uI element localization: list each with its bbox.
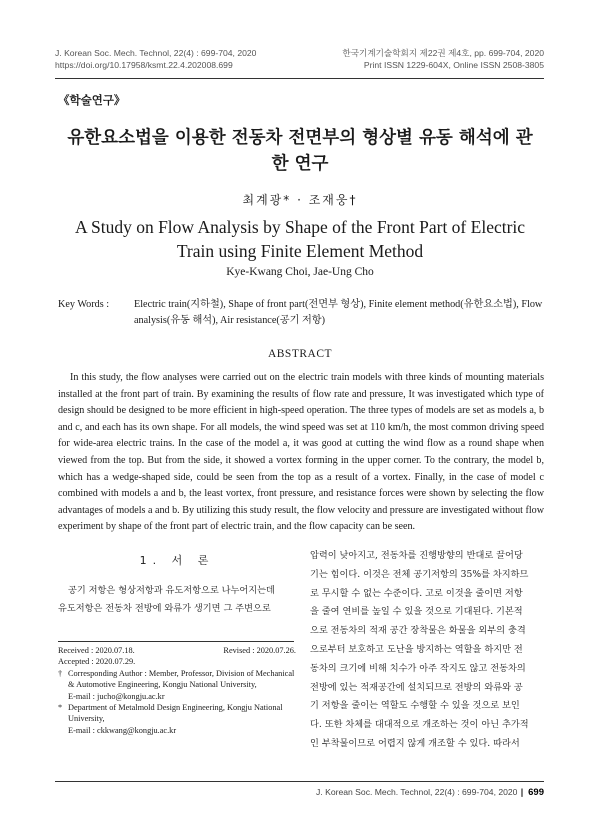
body-line: 인 부착물이므로 어렵지 않게 개조할 수 있다. 따라서 bbox=[310, 737, 520, 749]
keywords-label: Key Words : bbox=[58, 299, 110, 310]
body-line: 기 저항을 줄이는 역할도 수행할 수 있을 것으로 보인 bbox=[310, 700, 520, 712]
intro-line: 유도저항은 전동차 전방에 와류가 생기면 그 주변으로 bbox=[58, 603, 271, 615]
english-authors: Kye-Kwang Choi, Jae-Ung Cho bbox=[226, 266, 374, 278]
body-line: 다. 또한 차체를 대대적으로 개조하는 것이 아닌 추가적 bbox=[310, 719, 529, 731]
page-number: 699 bbox=[528, 787, 544, 798]
body-line: 으로 전동차의 적재 공간 장착물은 화물을 외부의 충격 bbox=[310, 625, 526, 637]
abstract-text: In this study, the flow analyses were carried out on the electric train models with three kinds of mounting materials installed at the front part of train. By examining the results of flow rate and pressure, It was investigated which type of design should be designed to be more efficient in high-speed operation. The three types of models are set as models a, b and c, and each has its own shape. For all models, the wind speed was set at 110 km/h, the most common driving speed for wide-area electric trains. In the case of the model a, it was good at cutting the wind flow as a round shape when viewed from the top. But from the side, it showed a vortex forming in the upper corner. To the contrary, the model b, which has a wedge-shaped side, could be seen from the top as a result of a vortex. Finally, in the case of model c combined with models a and b, the least vortex, front pressure, and resistance forces were shown by selecting the flow advantages of models a and b. By utilizing this study result, the flow velocity and pressure are investigated without flow experiment by shape of the front part of electric train, and the flow capacity can be seen. bbox=[58, 372, 544, 533]
department-email[interactable]: E-mail : ckkwang@kongju.ac.kr bbox=[68, 725, 177, 735]
dagger-mark: † bbox=[58, 668, 63, 678]
department-note bbox=[58, 702, 296, 736]
body-line: 을 줄여 연비를 높일 수 있을 것으로 기대된다. 기본적 bbox=[310, 606, 523, 618]
running-header-right bbox=[342, 47, 544, 71]
department-text: Department of Metalmold Design Engineering, Kongju National University, bbox=[68, 703, 283, 724]
korean-authors: 최계광* · 조재웅† bbox=[242, 193, 358, 207]
corresponding-author-text: Corresponding Author : Member, Professor, Division of Mechanical & Automotive Engineering, Kongju National University, bbox=[68, 668, 295, 690]
body-line: 으로부터 보호하고 도난을 방지하는 역할을 하지만 전 bbox=[310, 643, 523, 655]
footnotes bbox=[58, 645, 296, 736]
english-title: A Study on Flow Analysis by Shape of the Front Part of Electric Train using Finite Element Method bbox=[74, 217, 526, 261]
corresponding-author-email[interactable]: E-mail : jucho@kongju.ac.kr bbox=[68, 691, 165, 701]
footer-divider bbox=[55, 781, 544, 782]
korean-title: 유한요소법을 이용한 전동차 전면부의 형상별 유동 해석에 관한 연구 bbox=[67, 128, 533, 174]
keywords bbox=[58, 297, 544, 329]
body-line: 전방에 있는 적재공간에 설치되므로 전방의 와류와 공 bbox=[310, 681, 523, 693]
received-date: Received : 2020.07.18. bbox=[58, 646, 135, 655]
journal-citation: J. Korean Soc. Mech. Technol, 22(4) : 699-704, 2020 bbox=[55, 48, 257, 58]
issn: Print ISSN 1229-604X, Online ISSN 2508-3805 bbox=[363, 60, 544, 70]
intro-line: 공기 저항은 형상저항과 유도저항으로 나누어지는데 bbox=[68, 585, 275, 596]
running-footer bbox=[316, 787, 544, 798]
body-line: 압력이 낮아지고, 전동차를 진행방향의 반대로 끌어당 bbox=[310, 550, 523, 561]
abstract-heading: ABSTRACT bbox=[267, 348, 333, 360]
section-heading-introduction: 1. 서 론 bbox=[139, 554, 215, 567]
corresponding-author-note bbox=[58, 668, 296, 702]
right-column bbox=[310, 547, 546, 754]
asterisk-mark: * bbox=[58, 703, 63, 713]
running-header-left bbox=[55, 47, 256, 71]
body-line: 기는 힘이다. 이것은 전체 공기저항의 35%를 차지하므 bbox=[310, 568, 529, 580]
body-line: 동차의 크기에 비해 치수가 아주 작지도 않고 전동차의 bbox=[310, 662, 526, 674]
left-column bbox=[58, 552, 296, 619]
footnote-divider bbox=[58, 641, 294, 642]
revised-date: Revised : 2020.07.26. bbox=[223, 646, 296, 655]
korean-journal-citation: 한국기계기술학회지 제22권 제4호, pp. 699-704, 2020 bbox=[342, 48, 544, 58]
body-line: 로 무시할 수 없는 수준이다. 고로 이것을 줄이면 저항 bbox=[310, 587, 523, 599]
dates-row bbox=[58, 645, 296, 656]
footer-citation: J. Korean Soc. Mech. Technol, 22(4) : 699-704, 2020 ∥ bbox=[316, 787, 525, 797]
header-divider bbox=[55, 78, 544, 79]
doi-link[interactable]: https://doi.org/10.17958/ksmt.22.4.202008.699 bbox=[55, 60, 233, 70]
keywords-text: Electric train(지하철), Shape of front part(전면부 형상), Finite element method(유한요소법), Flow analysis(유동 해석), Air resistance(공기 저항) bbox=[134, 299, 543, 326]
accepted-date: Accepted : 2020.07.29. bbox=[58, 657, 136, 667]
section-tag: 《학술연구》 bbox=[58, 93, 126, 107]
